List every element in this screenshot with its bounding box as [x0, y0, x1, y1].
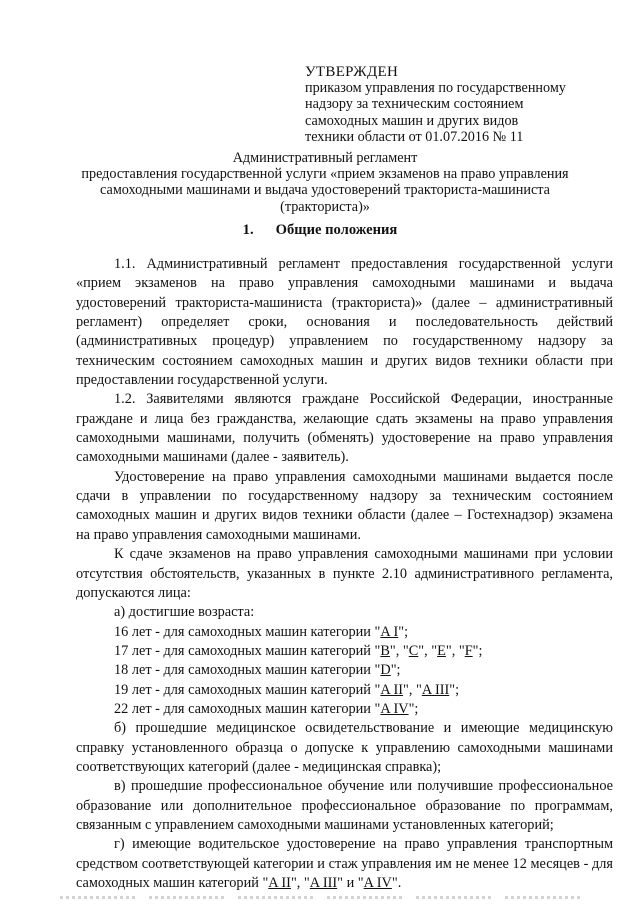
category-link[interactable]: A I: [380, 623, 399, 640]
category-line-22: 22 лет - для самоходных машин категории "A IV";: [114, 700, 419, 717]
paragraph-1-2: 1.2. Заявителями являются граждане Российской Федерации, иностранные граждане и лица без гражданства, желающие сдать экзамены на право управления самоходными машинами, получить (обменять) удостоверение на право управления самоходными машинами (далее - заявитель).: [76, 391, 613, 466]
category-link[interactable]: F: [464, 642, 473, 659]
item-g: г) имеющие водительское удостоверение на право управления транспортным средством соответствующей категории и стаж управления им не менее 12 месяцев - для самоходных машин категорий "A II", "A III" и "A IV".: [76, 836, 613, 891]
category-line-16: 16 лет - для самоходных машин категории "A I";: [114, 623, 409, 640]
category-link[interactable]: A III: [421, 681, 450, 698]
category-link[interactable]: D: [380, 662, 391, 679]
category-line-19: 19 лет - для самоходных машин категорий "A II", "A III";: [114, 681, 460, 698]
approval-line: надзору за техническим состоянием: [305, 96, 524, 113]
category-link[interactable]: A III: [309, 875, 338, 891]
paragraph-admission: К сдаче экзаменов на право управления самоходными машинами при условии отсутствия обстоятельств, указанных в пункте 2.10 административного регламента, допускаются лица:: [76, 546, 613, 601]
category-link[interactable]: E: [437, 642, 446, 659]
category-link[interactable]: C: [408, 642, 419, 659]
category-line-17: 17 лет - для самоходных машин категорий "B", "C", "E", "F";: [114, 642, 483, 659]
approval-line: самоходных машин и других видов: [305, 112, 519, 129]
category-line-18: 18 лет - для самоходных машин категории "D";: [114, 662, 401, 679]
section-number: 1.: [242, 222, 254, 238]
section-name: Общие положения: [275, 222, 398, 238]
heading-line: Административный регламент: [232, 150, 418, 166]
heading-line: самоходными машинами и выдача удостоверений тракториста-машиниста: [100, 182, 550, 199]
approval-title: УТВЕРЖДЕН: [305, 64, 399, 80]
paragraph-1-1: 1.1. Административный регламент предоставления государственной услуги «прием экзаменов на право управления самоходными машинами и выдача удостоверений тракториста-машиниста (тракториста)» (далее – административный регламент) определяет сроки, основания и последовательность действий (административных процедур) управлением по государственному надзору за техническим состоянием самоходных машин и других видов техники области при предоставлении государственной услуги.: [76, 256, 613, 389]
category-link[interactable]: A II: [268, 875, 291, 891]
item-v: в) прошедшие профессиональное обучение или получившие профессиональное образование или дополнительное профессиональное образование по программам, связанным с управлением самоходными машинами установленных категорий;: [76, 778, 613, 833]
document-heading: [70, 150, 580, 215]
heading-line: (тракториста)»: [280, 198, 370, 215]
scan-artifact-strip: [60, 896, 580, 902]
category-link[interactable]: B: [380, 642, 390, 659]
item-a: а) достигшие возраста:: [114, 604, 255, 621]
document-body: [76, 255, 613, 893]
section-title: [0, 222, 640, 239]
heading-line: предоставления государственной услуги «прием экзаменов на право управления: [81, 166, 569, 183]
approval-line: приказом управления по государственному: [305, 80, 566, 97]
category-link[interactable]: A IV: [380, 700, 409, 717]
category-link[interactable]: A IV: [363, 875, 392, 891]
approval-block: [305, 64, 625, 145]
category-link[interactable]: A II: [380, 681, 404, 698]
paragraph-certificate: Удостоверение на право управления самоходными машинами выдается после сдачи в управлении по государственному надзору за техническим состоянием самоходных машин и других видов техники области (далее – Гостехнадзор) экзамена на право управления самоходными машинами.: [76, 468, 613, 543]
item-b: б) прошедшие медицинское освидетельствование и имеющие медицинскую справку установленного образца о допуске к управлению самоходными машинами соответствующих категорий (далее - медицинская справка);: [76, 720, 613, 775]
approval-line: техники области от 01.07.2016 № 11: [305, 128, 524, 145]
